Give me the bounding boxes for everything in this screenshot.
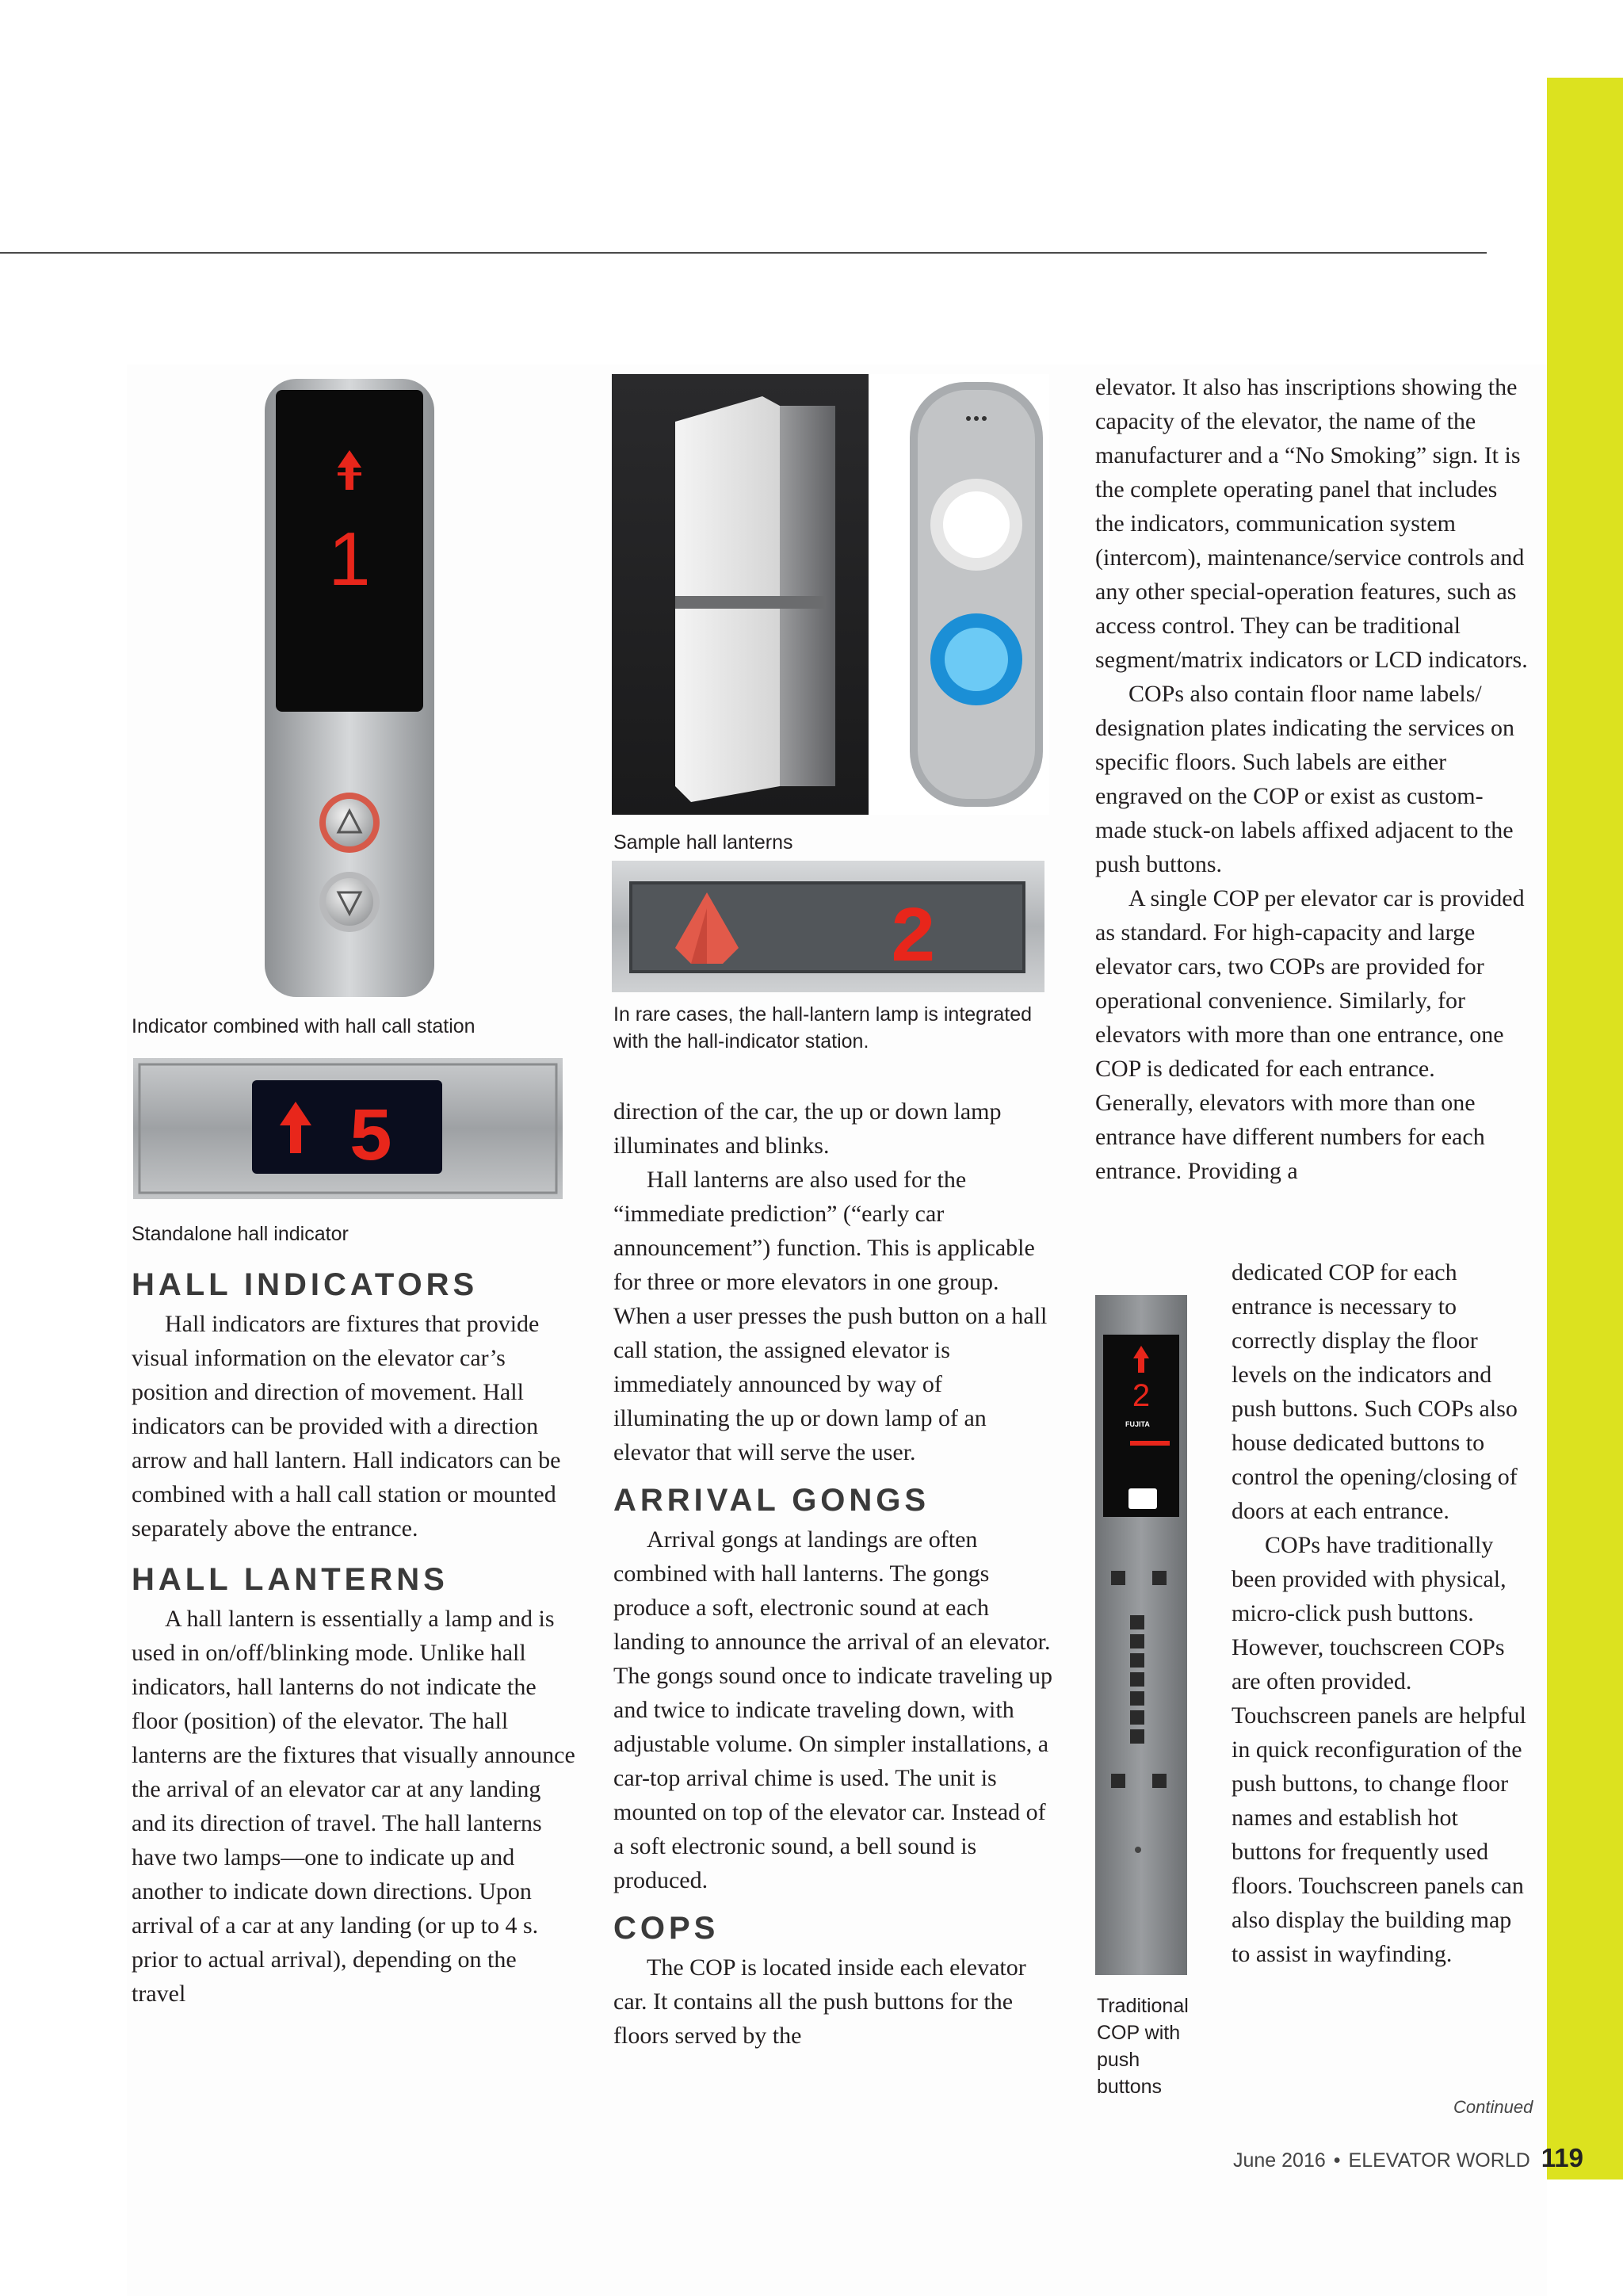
footer-bullet: •: [1333, 2149, 1341, 2172]
caption-combined: Indicator combined with hall call station: [132, 1015, 475, 1037]
caption-rare-cases: In rare cases, the hall-lantern lamp is integrated with the hall-indicator station.: [613, 1003, 1033, 1052]
heading-hall-indicators: HALL INDICATORS: [132, 1267, 479, 1302]
paragraph-floor-labels: COPs also contain floor name labels/ designation plates indicating the services on specific floors. Such labels are either engraved on the COP or exist as custom-made stuck-on labels affixed adjacent to the push buttons.: [1095, 681, 1515, 877]
cop-floor-digit: 2: [1132, 1378, 1151, 1413]
column-3-upper: [1095, 370, 1529, 1188]
combined-indicator-image: [258, 379, 441, 997]
continued-label: Continued: [1453, 2097, 1533, 2117]
paragraph-dedicated-cop: dedicated COP for each entrance is necessary to correctly display the floor levels on the indicators and push buttons. Such COPs also house dedicated buttons to control the opening/closing of doors at each entrance.: [1232, 1259, 1518, 1524]
paragraph-touchscreen: COPs have traditionally been provided with physical, micro-click push buttons. However, touchscreen COPs are often provided. Touchscreen panels are helpful in quick reconfiguration of the push buttons, to change floor names and establish hot buttons for frequently used floors. Touchscreen panels can also display the building map to assist in wayfinding.: [1232, 1532, 1526, 1967]
paragraph-lantern-continued: direction of the car, the up or down lamp illuminates and blinks.: [613, 1098, 1002, 1159]
paragraph-single-cop: A single COP per elevator car is provided as standard. For high-capacity and large elevator cars, two COPs are provided for operational convenience. Similarly, for elevators with more than one entrance, one COP is dedicated for each entrance. Generally, elevators with more than one entrance have different numbers for each entrance. Providing a: [1095, 885, 1525, 1184]
heading-cops: COPS: [613, 1911, 720, 1946]
column-1: [132, 1268, 575, 2011]
column-3-lower: [1232, 1255, 1529, 1971]
header-rule: [0, 252, 1487, 254]
heading-hall-lanterns: HALL LANTERNS: [132, 1562, 449, 1597]
standalone-indicator-image: [133, 1058, 563, 1199]
lantern-floor-digit: 2: [888, 896, 938, 985]
paragraph-hall-lanterns: A hall lantern is essentially a lamp and is used in on/off/blinking mode. Unlike hall indicators, hall lanterns do not indicate the floor (position) of the elevator. The hall lanterns are the fixtures that visually announce the arrival of an elevator car at any landing and its direction of travel. The hall lanterns have two lamps—one to indicate up and another to indicate down directions. Upon arrival of a car at any landing (or up to 4 s. prior to actual arrival), depending on the travel: [132, 1606, 575, 2007]
floor-1-digit: 1: [328, 517, 371, 602]
floor-5-digit: 5: [348, 1096, 394, 1182]
caption-standalone: Standalone hall indicator: [132, 1223, 349, 1245]
paragraph-arrival-gongs: Arrival gongs at landings are often combined with hall lanterns. The gongs produce a soft, electronic sound at each landing to announce the arrival of an elevator. The gongs sound once to indicate traveling up and twice to indicate traveling down, with adjustable volume. On simpler installations, a car-top arrival chime is used. The unit is mounted on top of the elevator car. Instead of a soft electronic sound, a bell sound is produced.: [613, 1526, 1053, 1893]
magazine-name: ELEVATOR WORLD: [1348, 2149, 1530, 2172]
integrated-lantern-image: [612, 861, 1044, 992]
sample-lanterns-image: [612, 374, 1049, 815]
paragraph-hall-indicators: Hall indicators are fixtures that provide visual information on the elevator car’s position and direction of movement. Hall indicators can be provided with a direction arrow and hall lantern. Hall indicators can be combined with a hall call station or mounted separately above the entrance.: [132, 1311, 561, 1541]
accent-sidebar: [1547, 78, 1623, 2179]
issue-date: June 2016: [1233, 2149, 1326, 2172]
page-number: 119: [1541, 2143, 1584, 2172]
paragraph-cop-continued: elevator. It also has inscriptions showing the capacity of the elevator, the name of the manufacturer and a “No Smoking” sign. It is the complete operating panel that includes the indicators, communication system (intercom), maintenance/service controls and any other special-operation features, such as access control. They can be traditional segment/matrix indicators or LCD indicators.: [1095, 374, 1528, 673]
paragraph-immediate-prediction: Hall lanterns are also used for the “immediate prediction” (“early car announcement”) function. This is applicable for three or more elevators in one group. When a user presses the push button on a hall call station, the assigned elevator is immediately announced by way of illuminating the up or down lamp of an elevator that will serve the user.: [613, 1167, 1048, 1465]
caption-traditional-cop: Traditional COP with push buttons: [1097, 1995, 1189, 2098]
heading-arrival-gongs: ARRIVAL GONGS: [613, 1483, 930, 1518]
page-footer: [1233, 2143, 1583, 2175]
column-2: [613, 1095, 1057, 2053]
traditional-cop-image: [1094, 1295, 1189, 1975]
cop-brand-label: FUJITA: [1125, 1420, 1150, 1428]
paragraph-cops: The COP is located inside each elevator car. It contains all the push buttons for the floors served by the: [613, 1954, 1026, 2049]
caption-sample-lanterns: Sample hall lanterns: [613, 831, 793, 854]
